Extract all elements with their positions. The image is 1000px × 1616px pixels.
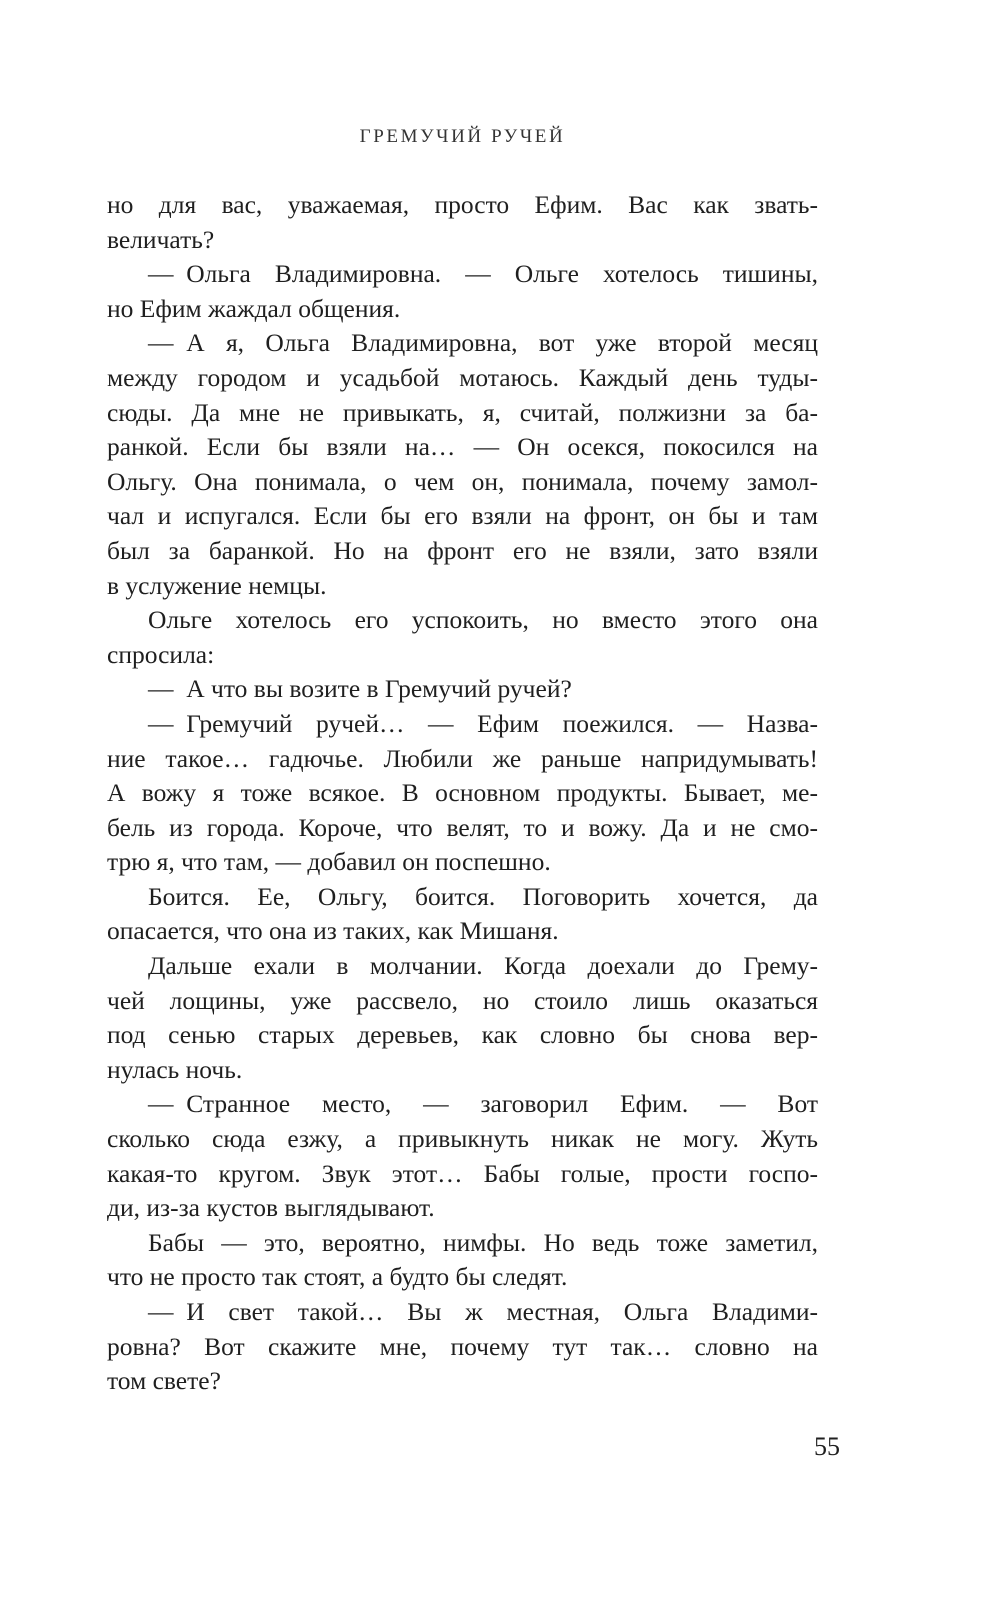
- paragraph: [107, 188, 818, 257]
- text-line: ровна? Вот скажите мне, почему тут так… словно на: [107, 1331, 818, 1361]
- paragraph: [107, 707, 818, 880]
- text-line: ранкой. Если бы взяли на… — Он осекся, покосился на: [107, 432, 818, 462]
- text-line: — Гремучий ручей… — Ефим поежился. — Назва-: [148, 708, 818, 738]
- paragraph: [107, 949, 818, 1087]
- text-line: ние такое… гадючье. Любили же раньше напридумывать!: [107, 743, 818, 773]
- text-line: под сенью старых деревьев, как словно бы снова вер-: [107, 1020, 818, 1050]
- text-line: Боится. Ее, Ольгу, боится. Поговорить хочется, да: [148, 881, 818, 911]
- text-line: в услужение немцы.: [107, 570, 327, 600]
- text-line: ди, из-за кустов выглядывают.: [107, 1193, 435, 1223]
- text-line: А вожу я тоже всякое. В основном продукты. Бывает, ме-: [107, 778, 818, 808]
- paragraph: [107, 672, 818, 707]
- text-line: был за баранкой. Но на фронт его не взяли, зато взяли: [107, 535, 818, 565]
- text-line: между городом и усадьбой мотаюсь. Каждый день туды-: [107, 362, 818, 392]
- paragraph: [107, 1226, 818, 1295]
- paragraph: [107, 326, 818, 603]
- body-text: [107, 188, 818, 1399]
- text-line: — А что вы возите в Гремучий ручей?: [148, 674, 572, 704]
- text-line: чал и испугался. Если бы его взяли на фронт, он бы и там: [107, 501, 818, 531]
- text-line: том свете?: [107, 1366, 221, 1396]
- text-line: какая-то кругом. Звук этот… Бабы голые, прости госпо-: [107, 1158, 818, 1188]
- text-line: но Ефим жаждал общения.: [107, 293, 401, 323]
- text-line: нулась ночь.: [107, 1054, 243, 1084]
- text-line: Ольгу. Она понимала, о чем он, понимала, почему замол-: [107, 466, 818, 496]
- paragraph: [107, 1295, 818, 1399]
- text-line: сколько сюда езжу, а привыкнуть никак не могу. Жуть: [107, 1124, 818, 1154]
- text-line: — Странное место, — заговорил Ефим. — Вот: [148, 1089, 818, 1119]
- text-line: спросила:: [107, 639, 215, 669]
- text-line: но для вас, уважаемая, просто Ефим. Вас как звать-: [107, 190, 818, 219]
- paragraph: [107, 1087, 818, 1225]
- text-line: трю я, что там, — добавил он поспешно.: [107, 847, 551, 877]
- text-line: опасается, что она из таких, как Мишаня.: [107, 916, 559, 946]
- paragraph: [107, 603, 818, 672]
- text-line: бель из города. Короче, что велят, то и вожу. Да и не смо-: [107, 812, 818, 842]
- text-line: сюды. Да мне не привыкать, я, считай, полжизни за ба-: [107, 397, 818, 427]
- paragraph: [107, 257, 818, 326]
- text-line: — Ольга Владимировна. — Ольге хотелось тишины,: [148, 259, 818, 289]
- page-number: 55: [814, 1432, 840, 1461]
- text-line: Дальше ехали в молчании. Когда доехали до Грему-: [148, 951, 818, 981]
- text-line: Ольге хотелось его успокоить, но вместо этого она: [148, 605, 818, 635]
- running-header: ГРЕМУЧИЙ РУЧЕЙ: [359, 126, 566, 147]
- paragraph: [107, 880, 818, 949]
- text-line: Бабы — это, вероятно, нимфы. Но ведь тоже заметил,: [148, 1227, 818, 1257]
- text-line: что не просто так стоят, а будто бы следят.: [107, 1262, 568, 1292]
- text-line: чей лощины, уже рассвело, но стоило лишь оказаться: [107, 985, 818, 1015]
- text-line: величать?: [107, 224, 215, 254]
- text-line: — А я, Ольга Владимировна, вот уже второй месяц: [148, 328, 818, 358]
- text-line: — И свет такой… Вы ж местная, Ольга Владими-: [148, 1297, 818, 1326]
